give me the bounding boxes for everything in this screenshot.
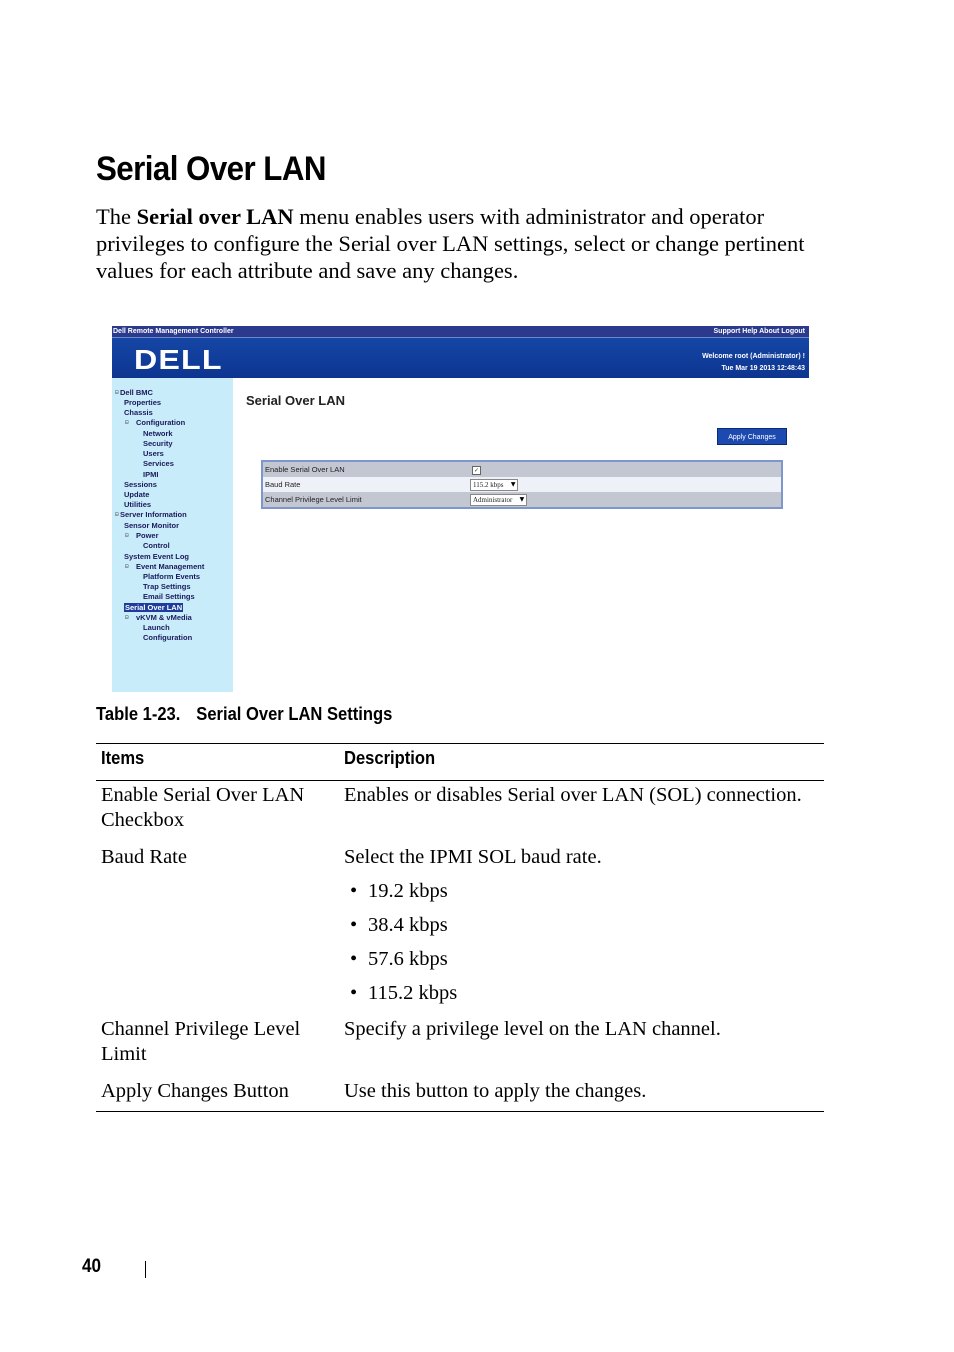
- row-2-description: Select the IPMI SOL baud rate.: [344, 846, 602, 868]
- nav-properties[interactable]: Properties: [124, 398, 162, 407]
- baud-option: 57.6 kbps: [368, 948, 448, 970]
- header-description: Description: [344, 748, 436, 768]
- page-number: 40: [82, 1256, 102, 1277]
- setting-row-privilege: [263, 492, 781, 507]
- table-bottom-rule: [96, 1111, 824, 1112]
- bullet-icon: •: [350, 948, 358, 970]
- tree-minus-icon[interactable]: ⊟: [125, 532, 129, 539]
- tree-minus-icon[interactable]: ⊟: [115, 389, 119, 396]
- nav-vkvm-vmedia[interactable]: vKVM & vMedia: [136, 613, 192, 622]
- nav-ipmi[interactable]: IPMI: [143, 470, 159, 479]
- nav-network[interactable]: Network: [143, 429, 173, 438]
- chevron-down-icon: ▼: [510, 481, 516, 488]
- section-heading: Serial Over LAN: [96, 150, 326, 188]
- nav-control[interactable]: Control: [143, 541, 170, 550]
- screenshot-topbar: [112, 326, 809, 337]
- list-item: [350, 879, 448, 904]
- nav-chassis[interactable]: Chassis: [124, 408, 153, 417]
- screenshot-banner: [112, 337, 809, 378]
- baud-rate-label: Baud Rate: [265, 480, 301, 489]
- row-1-item: Enable Serial Over LAN Checkbox: [101, 784, 305, 831]
- settings-panel: [261, 460, 783, 509]
- tree-minus-icon[interactable]: ⊟: [115, 511, 119, 518]
- nav-power[interactable]: Power: [136, 531, 159, 540]
- nav-event-management[interactable]: Event Management: [136, 562, 205, 571]
- bullet-icon: •: [350, 880, 358, 902]
- row-1-description: Enables or disables Serial over LAN (SOL) connection.: [344, 784, 802, 806]
- table-header-rule: [96, 780, 824, 781]
- nav-vkvm-configuration[interactable]: Configuration: [143, 633, 193, 642]
- row-2-item: Baud Rate: [101, 846, 187, 868]
- setting-row-enable: [263, 462, 781, 477]
- list-item: [350, 947, 448, 972]
- nav-system-event-log[interactable]: System Event Log: [124, 552, 190, 561]
- intro-paragraph: [96, 203, 836, 284]
- nav-trap-settings[interactable]: Trap Settings: [143, 582, 191, 591]
- intro-menu-name: Serial over LAN: [136, 204, 294, 229]
- nav-users[interactable]: Users: [143, 449, 164, 458]
- nav-sensor-monitor[interactable]: Sensor Monitor: [124, 521, 180, 530]
- tree-minus-icon[interactable]: ⊟: [125, 419, 129, 426]
- privilege-limit-label: Channel Privilege Level Limit: [265, 495, 362, 504]
- left-navigation: [112, 378, 233, 692]
- row-4-item: Apply Changes Button: [101, 1080, 289, 1102]
- nav-utilities[interactable]: Utilities: [124, 500, 152, 509]
- header-items: Items: [101, 748, 145, 768]
- welcome-text: Welcome root (Administrator) !: [702, 353, 805, 360]
- list-item: [350, 913, 448, 938]
- content-pane: [233, 378, 809, 692]
- table-number: Table 1-23.: [96, 704, 181, 724]
- baud-rate-select[interactable]: [470, 479, 518, 491]
- tree-minus-icon[interactable]: ⊟: [125, 614, 129, 621]
- tree-minus-icon[interactable]: ⊟: [125, 563, 129, 570]
- table-caption: [96, 704, 392, 725]
- nav-email-settings[interactable]: Email Settings: [143, 592, 195, 601]
- apply-changes-button[interactable]: Apply Changes: [717, 428, 787, 445]
- baud-rate-value: 115.2 kbps: [473, 481, 504, 489]
- nav-sessions[interactable]: Sessions: [124, 480, 157, 489]
- baud-option: 38.4 kbps: [368, 914, 448, 936]
- row-3-description: Specify a privilege level on the LAN channel.: [344, 1018, 721, 1040]
- nav-update[interactable]: Update: [124, 490, 150, 499]
- nav-services[interactable]: Services: [143, 459, 174, 468]
- nav-platform-events[interactable]: Platform Events: [143, 572, 201, 581]
- dell-logo: DELL: [134, 344, 223, 375]
- content-title: Serial Over LAN: [246, 393, 345, 408]
- privilege-limit-select[interactable]: [470, 494, 527, 506]
- table-title: Serial Over LAN Settings: [196, 704, 393, 724]
- baud-option: 115.2 kbps: [368, 982, 458, 1004]
- privilege-limit-value: Administrator: [473, 496, 513, 504]
- baud-option: 19.2 kbps: [368, 880, 448, 902]
- nav-launch[interactable]: Launch: [143, 623, 170, 632]
- welcome-block: [702, 351, 805, 375]
- row-3-item: Channel Privilege Level Limit: [101, 1018, 301, 1065]
- enable-sol-checkbox[interactable]: ✓: [473, 467, 480, 474]
- nav-dell-bmc[interactable]: Dell BMC: [120, 388, 153, 397]
- nav-server-information[interactable]: Server Information: [120, 510, 187, 519]
- list-item: [350, 981, 457, 1006]
- nav-security[interactable]: Security: [143, 439, 173, 448]
- page-number-divider: [145, 1261, 146, 1278]
- bullet-icon: •: [350, 982, 358, 1004]
- enable-sol-label: Enable Serial Over LAN: [265, 465, 345, 474]
- chevron-down-icon: ▼: [519, 496, 525, 503]
- product-name: Dell Remote Management Controller: [113, 328, 234, 335]
- row-4-description: Use this button to apply the changes.: [344, 1080, 647, 1102]
- intro-text-start: The: [96, 204, 137, 229]
- datetime-text: Tue Mar 19 2013 12:48:43: [721, 365, 805, 372]
- intro-text-rest: menu enables users with administrator and operator privileges to configure the Serial over LAN settings, select or change pertinent values for each attribute and save any changes.: [96, 204, 805, 283]
- nav-configuration[interactable]: Configuration: [136, 418, 186, 427]
- setting-row-baud: [263, 477, 781, 492]
- bullet-icon: •: [350, 914, 358, 936]
- nav-serial-over-lan[interactable]: Serial Over LAN: [125, 603, 183, 612]
- table-top-rule: [96, 743, 824, 744]
- top-links[interactable]: Support Help About Logout: [713, 328, 805, 335]
- embedded-screenshot: [112, 326, 809, 692]
